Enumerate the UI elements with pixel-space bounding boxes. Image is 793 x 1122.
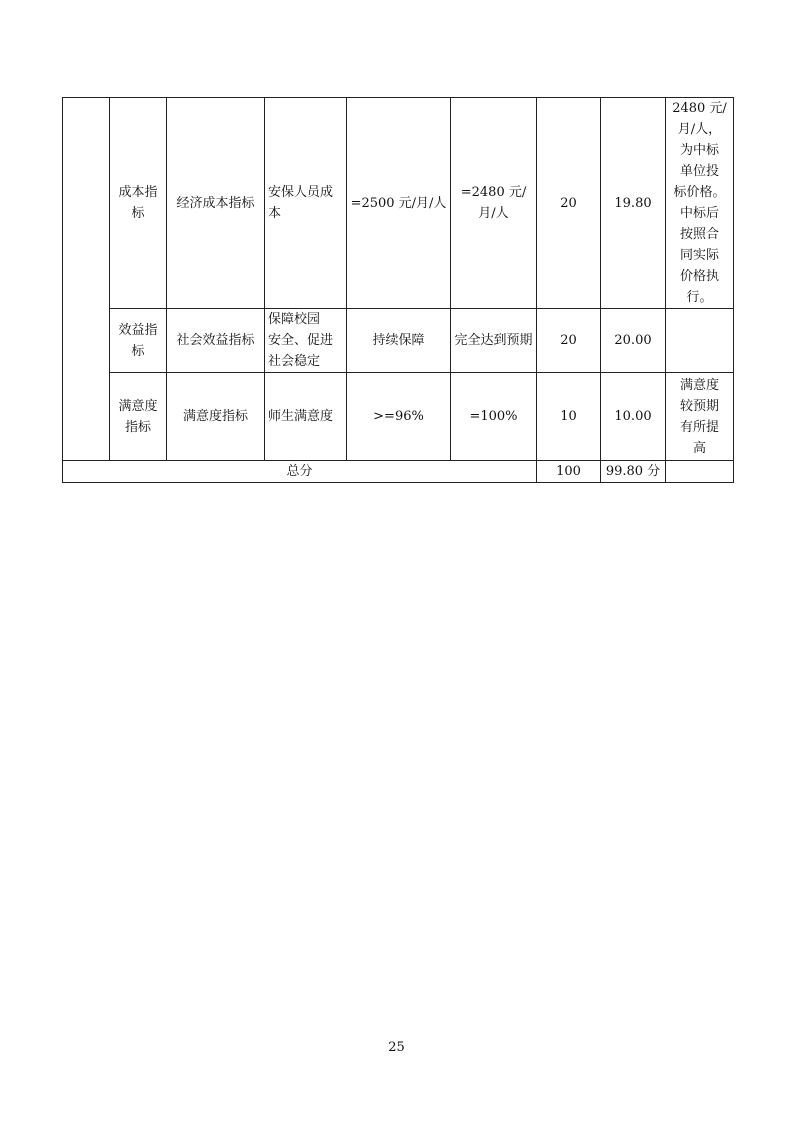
table-row: [63, 309, 734, 373]
level3-indicator: 安保人员成本: [265, 98, 347, 309]
total-label: 总分: [63, 461, 537, 483]
score-value: 10.00: [601, 373, 666, 461]
note-line: 同实际: [679, 248, 719, 263]
deviation-note: [666, 309, 734, 373]
deviation-note: [666, 98, 734, 309]
level3-indicator: [265, 309, 347, 373]
level2-indicator: 社会效益指标: [167, 309, 265, 373]
note-line: 中标后: [679, 206, 719, 221]
total-weight: 100: [537, 461, 601, 483]
weight-value: 20: [537, 98, 601, 309]
total-note: [666, 461, 734, 483]
table-row: [63, 98, 734, 309]
note-line: 月/人，: [677, 122, 722, 137]
note-line: 有所提: [679, 419, 719, 435]
performance-table: [62, 97, 734, 483]
annual-target: 持续保障: [347, 309, 451, 373]
note-line: 为中标: [679, 143, 719, 158]
note-line: 行。: [686, 290, 713, 305]
total-row: [63, 461, 734, 483]
table-row: [63, 373, 734, 461]
score-value: 20.00: [601, 309, 666, 373]
merged-category-cell: [63, 98, 110, 461]
note-line: 2480 元/: [672, 101, 727, 116]
actual-value: =100%: [451, 373, 537, 461]
annual-target: =2500 元/月/人: [347, 98, 451, 309]
note-line: 价格执: [679, 269, 719, 284]
note-line: 标价格。: [673, 185, 726, 200]
note-line: 满意度: [679, 377, 719, 393]
level2-indicator: 满意度指标: [167, 373, 265, 461]
score-value: 19.80: [601, 98, 666, 309]
weight-value: 10: [537, 373, 601, 461]
total-score: 99.80 分: [601, 461, 666, 483]
level2-indicator: 经济成本指标: [167, 98, 265, 309]
weight-value: 20: [537, 309, 601, 373]
level3-line: 安全、促进: [268, 333, 334, 348]
actual-value: 完全达到预期: [451, 309, 537, 373]
note-line: 较预期: [679, 398, 719, 414]
level1-indicator: 成本指标: [110, 98, 167, 309]
actual-value: =2480 元/月/人: [451, 98, 537, 309]
level1-indicator: 满意度指标: [110, 373, 167, 461]
page-number: 25: [388, 1040, 405, 1055]
note-line: 高: [692, 440, 706, 456]
level3-line: 社会稳定: [268, 354, 321, 369]
level1-indicator: 效益指标: [110, 309, 167, 373]
level3-line: 保障校园: [268, 312, 321, 327]
annual-target: >=96%: [347, 373, 451, 461]
level3-indicator: 师生满意度: [265, 373, 347, 461]
note-line: 单位投: [679, 164, 719, 179]
deviation-note: [666, 373, 734, 461]
note-line: 按照合: [679, 227, 719, 242]
